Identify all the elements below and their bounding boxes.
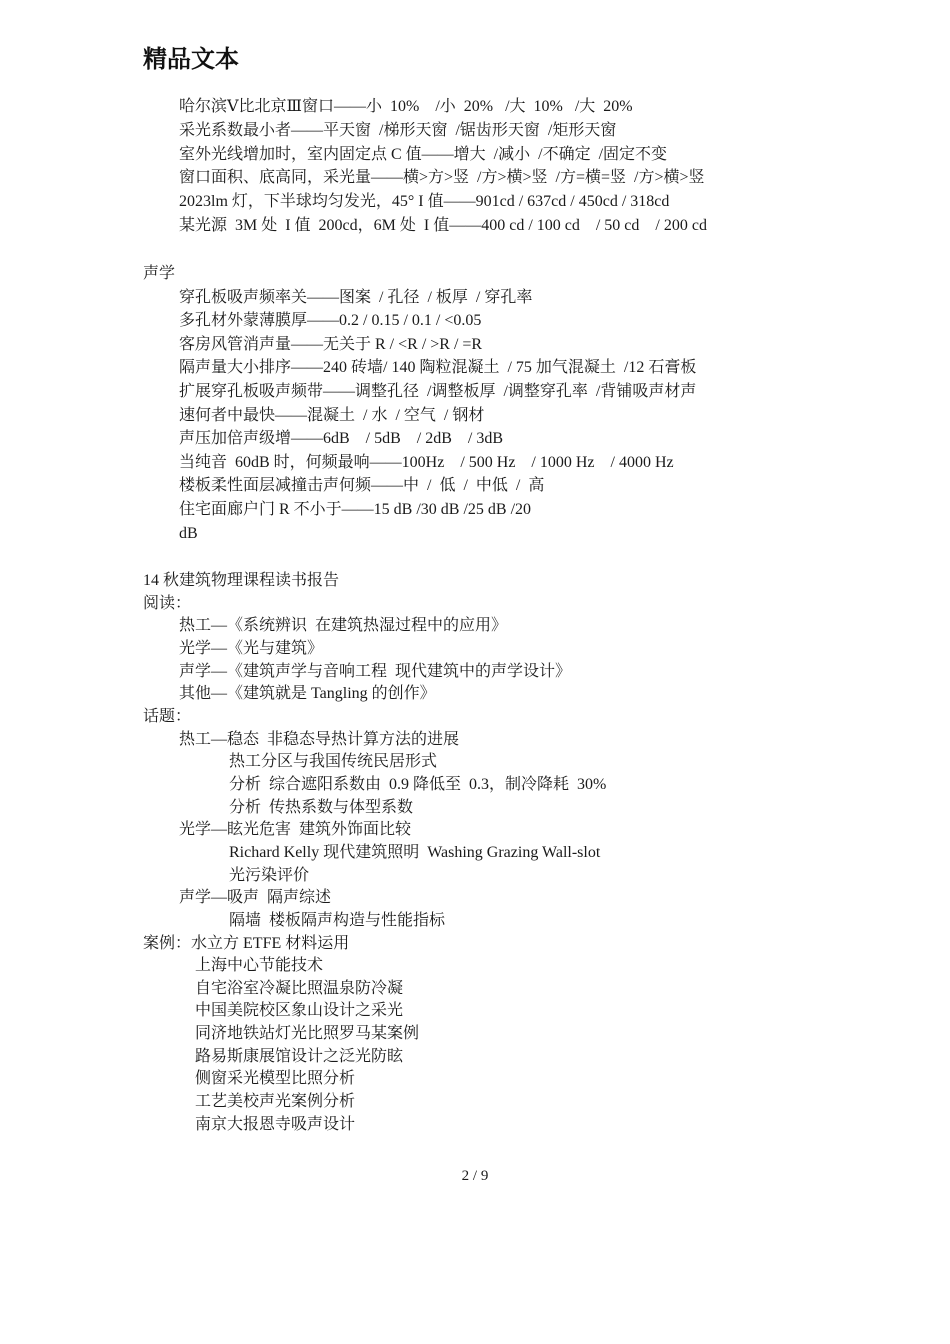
acoustics-question-line: 多孔材外蒙薄膜厚——0.2 / 0.15 / 0.1 / <0.05: [179, 312, 482, 330]
page-number: 2 / 9: [461, 1168, 489, 1184]
acoustics-question-line: 速何者中最快——混凝土 / 水 / 空气 / 钢材: [179, 406, 485, 424]
case-item: 水立方 ETFE 材料运用: [191, 934, 350, 952]
topic-sub: 分析 综合遮阳系数由 0.9 降低至 0.3，制冷降耗 30%: [229, 775, 607, 793]
acoustics-question-line: 穿孔板吸声频率关——图案 / 孔径 / 板厚 / 穿孔率: [179, 288, 533, 306]
optics-question-line: 室外光线增加时，室内固定点 C 值——增大 /减小 /不确定 /固定不变: [179, 145, 668, 163]
topic-sub: 隔墙 楼板隔声构造与性能指标: [229, 911, 446, 929]
cases-label: 案例：: [143, 934, 192, 952]
report-title: 14 秋建筑物理课程读书报告: [143, 572, 340, 589]
case-item: 南京大报恩寺吸声设计: [195, 1115, 356, 1133]
cases-first-line: [0, 933, 950, 956]
optics-question-line: 哈尔滨Ⅴ比北京Ⅲ窗口——小 10% /小 20% /大 10% /大 20%: [179, 98, 633, 115]
reading-item: 热工—《系统辨识 在建筑热湿过程中的应用》: [179, 617, 508, 635]
reading-item: 其他—《建筑就是 Tangling 的创作》: [179, 685, 436, 703]
reading-item: 声学—《建筑声学与音响工程 现代建筑中的声学设计》: [179, 662, 572, 680]
optics-question-line: 窗口面积、底高同，采光量——横>方>竖 /方>横>竖 /方=横=竖 /方>横>竖: [179, 169, 705, 187]
case-item: 路易斯康展馆设计之泛光防眩: [195, 1047, 404, 1065]
topic-sub: Richard Kelly 现代建筑照明 Washing Grazing Wall-slot: [229, 843, 601, 861]
acoustics-heading: 声学: [143, 265, 176, 282]
case-item: 同济地铁站灯光比照罗马某案例: [195, 1025, 420, 1043]
page-header-title: 精品文本: [143, 46, 239, 73]
reading-label: 阅读：: [143, 594, 192, 612]
acoustics-question-line: 楼板柔性面层减撞击声何频——中 / 低 / 中低 / 高: [179, 477, 545, 495]
acoustics-section: [0, 262, 950, 545]
case-item: 自宅浴室冷凝比照温泉防冷凝: [195, 979, 404, 997]
acoustics-question-line: 客房风管消声量——无关于 R / <R / >R / =R: [179, 335, 483, 353]
case-item: 侧窗采光模型比照分析: [195, 1070, 356, 1088]
case-item: 中国美院校区象山设计之采光: [195, 1002, 404, 1020]
topic-main: 声学—吸声 隔声综述: [179, 889, 332, 907]
optics-question-line: 某光源 3M 处 I 值 200cd，6M 处 I 值——400 cd / 100 cd / 50 cd / 200 cd: [179, 216, 707, 234]
acoustics-question-line: 扩展穿孔板吸声频带——调整孔径 /调整板厚 /调整穿孔率 /背铺吸声材声: [179, 382, 697, 400]
topic-sub: 光污染评价: [229, 866, 310, 884]
topic-main: 光学—眩光危害 建筑外饰面比较: [179, 821, 412, 839]
acoustics-question-line: 住宅面廊户门 R 不小于——15 dB /30 dB /25 dB /20: [179, 500, 532, 518]
acoustics-question-line: 声压加倍声级增——6dB / 5dB / 2dB / 3dB: [179, 430, 504, 448]
reading-item: 光学—《光与建筑》: [179, 639, 324, 657]
topic-main: 热工—稳态 非稳态导热计算方法的进展: [179, 730, 460, 748]
acoustics-question-line: 隔声量大小排序——240 砖墙/ 140 陶粒混凝土 / 75 加气混凝土 /12 石膏板: [179, 359, 697, 377]
topic-sub: 分析 传热系数与体型系数: [229, 798, 414, 816]
case-item: 工艺美校声光案例分析: [195, 1093, 356, 1111]
optics-question-line: 2023lm 灯，下半球均匀发光，45° I 值——901cd / 637cd / 450cd / 318cd: [179, 193, 670, 211]
topic-sub: 热工分区与我国传统民居形式: [229, 753, 438, 771]
topics-label: 话题：: [143, 707, 192, 725]
case-item: 上海中心节能技术: [195, 957, 324, 975]
optics-questions: [0, 95, 950, 238]
optics-question-line: 采光系数最小者——平天窗 /梯形天窗 /锯齿形天窗 /矩形天窗: [179, 121, 617, 139]
reading-report-section: [0, 570, 950, 1136]
acoustics-question-line-continuation: dB: [179, 524, 198, 542]
acoustics-question-line: 当纯音 60dB 时，何频最响——100Hz / 500 Hz / 1000 Hz / 4000 Hz: [179, 453, 674, 471]
